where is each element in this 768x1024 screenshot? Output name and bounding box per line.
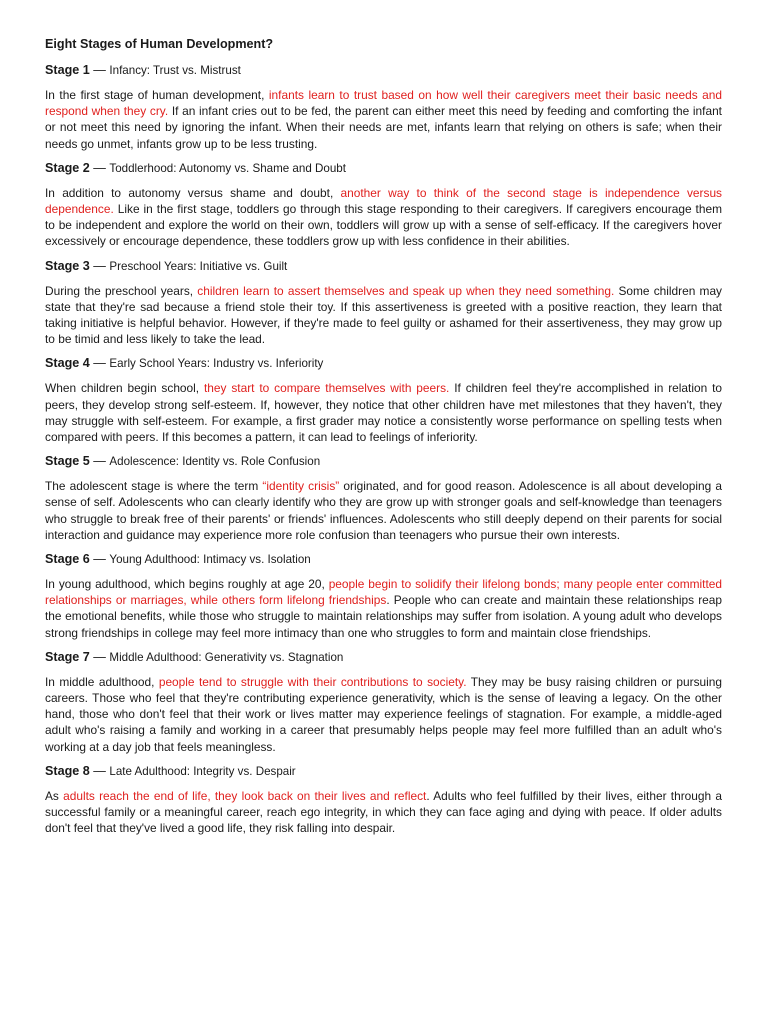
highlighted-text: people begin to solidify their lifelong bonds; many people enter committed relationships or marriages, while others form lifelong friendships — [45, 577, 722, 608]
stage-paragraph — [45, 788, 722, 837]
stage-heading — [45, 258, 722, 275]
stage-dash: — — [89, 258, 110, 273]
stage-heading — [45, 649, 722, 666]
stage-subtitle: Toddlerhood: Autonomy vs. Shame and Doubt — [109, 161, 346, 175]
stage-dash: — — [89, 63, 110, 77]
body-text: In the first stage of human development, — [45, 88, 269, 102]
stage-section — [45, 649, 722, 755]
stage-number: Stage 6 — [45, 552, 90, 567]
stage-subtitle: Middle Adulthood: Generativity vs. Stagnation — [109, 650, 344, 664]
body-text: They may be busy raising children or pursuing careers. Those who feel that they're contributing experience generativity, which is the sense of leaving a legacy. On the other hand, those who don't feel that their work or lives matter may experience feelings of stagnation. For example, a middle-aged adult who's raising a family and working in a career that presumably helps people may feel more fulfilled than an adult who's working at a day job that feels meaningless. — [45, 674, 722, 754]
stage-heading — [45, 763, 722, 780]
body-text: During the preschool years, — [45, 283, 198, 298]
body-text: Like in the first stage, toddlers go through this stage responding to their caregivers. If caregivers encourage them to be independent and explore the world on their own, toddlers will grow up with a sense of self-efficacy. If the caregivers hover excessively or encourage dependence, these toddlers grow up with less confidence in their abilities. — [45, 202, 722, 249]
stage-section — [45, 355, 722, 445]
stage-paragraph — [45, 576, 722, 641]
stage-dash: — — [89, 356, 110, 371]
stage-heading — [45, 453, 722, 470]
stage-paragraph — [45, 185, 722, 250]
stage-section — [45, 160, 722, 250]
body-text: In middle adulthood, — [45, 674, 159, 689]
body-text: As — [45, 788, 64, 803]
stage-number: Stage 3 — [45, 258, 90, 273]
stage-subtitle: Young Adulthood: Intimacy vs. Isolation — [109, 553, 311, 567]
stage-paragraph — [45, 478, 722, 543]
stage-dash: — — [89, 649, 110, 664]
stage-subtitle: Late Adulthood: Integrity vs. Despair — [109, 764, 296, 778]
stage-subtitle: Infancy: Trust vs. Mistrust — [109, 64, 241, 77]
stage-subtitle: Early School Years: Industry vs. Inferiority — [109, 357, 324, 371]
body-text: originated, and for good reason. Adolescence is all about developing a sense of self. Adolescents who can clearly identify who they are grow up with stronger goals and self-knowledge than teenagers who struggle to break free of their parents' or friends' influences. Adolescents who still deeply depend on their parents for social interaction and guidance may experience more role confusion than teenagers who pursue their own interests. — [45, 479, 722, 542]
stage-paragraph — [45, 380, 722, 445]
stage-number: Stage 4 — [45, 356, 90, 371]
stage-number: Stage 2 — [45, 160, 90, 175]
body-text: If an infant cries out to be fed, the parent can either meet this need by feeding and comforting the infant or not meet this need by ignoring the infant. When their needs are met, infants learn that relying on others is safe; when their needs go unmet, infants grow up to be less trusting. — [45, 104, 722, 151]
stage-heading — [45, 355, 722, 372]
highlighted-text: “identity crisis” — [262, 479, 340, 494]
stage-section — [45, 453, 722, 543]
stage-paragraph — [45, 283, 722, 348]
highlighted-text: infants learn to trust based on how well their caregivers meet their basic needs and respond when they cry. — [45, 88, 722, 119]
stage-dash: — — [89, 763, 110, 778]
stage-paragraph — [45, 674, 722, 755]
stage-section — [45, 763, 722, 837]
highlighted-text: adults reach the end of life, they look back on their lives and reflect — [63, 788, 427, 803]
stage-dash: — — [89, 552, 110, 567]
body-text: In addition to autonomy versus shame and doubt, — [45, 185, 341, 200]
body-text: Some children may state that they're sad because a friend stole their toy. If this assertiveness is greeted with a positive reaction, they learn that taking initiative is helpful behavior. However, if they're made to feel guilty or ashamed for their assertiveness, they may grow up to be timid and less likely to take the lead. — [45, 283, 722, 347]
body-text: When children begin school, — [45, 381, 204, 396]
body-text: If children feel they're accomplished in relation to peers, they develop strong self-esteem. If, however, they notice that other children have met milestones that they haven't, they may struggle with self-esteem. For example, a first grader may notice a consistently worse performance on spelling tests when compared with peers. If this becomes a pattern, it can lead to feelings of inferiority. — [45, 381, 722, 445]
highlighted-text: another way to think of the second stage is independence versus dependence. — [45, 185, 722, 217]
stage-dash: — — [89, 454, 110, 469]
stage-heading — [45, 62, 722, 79]
stage-section — [45, 551, 722, 641]
body-text: . People who can create and maintain these relationships reap the emotional benefits, while those who struggle to maintain relationships may suffer from isolation. A young adult who develops strong friendships in college may feel more intimacy than one who struggles to form and maintain close friendships. — [45, 593, 722, 640]
body-text: The adolescent stage is where the term — [45, 479, 263, 494]
highlighted-text: children learn to assert themselves and speak up when they need something. — [197, 283, 615, 298]
stage-heading — [45, 551, 722, 568]
stage-dash: — — [89, 160, 110, 175]
stage-number: Stage 5 — [45, 454, 90, 469]
stage-subtitle: Adolescence: Identity vs. Role Confusion — [109, 455, 321, 469]
stage-paragraph — [45, 87, 722, 152]
body-text: In young adulthood, which begins roughly at age 20, — [45, 577, 329, 592]
document-title: Eight Stages of Human Development? — [45, 37, 274, 51]
stage-subtitle: Preschool Years: Initiative vs. Guilt — [109, 259, 288, 273]
stage-number: Stage 1 — [45, 63, 90, 77]
stages-list — [45, 62, 722, 837]
stage-number: Stage 8 — [45, 763, 90, 778]
highlighted-text: people tend to struggle with their contributions to society. — [158, 674, 467, 689]
stage-heading — [45, 160, 722, 177]
body-text: . Adults who feel fulfilled by their lives, either through a successful family or a meaningful career, reach ego integrity, in which they can face aging and dying with peace. If older adults don't feel that they've lived a good life, they risk falling into despair. — [45, 788, 722, 836]
stage-section — [45, 62, 722, 152]
stage-section — [45, 258, 722, 348]
stage-number: Stage 7 — [45, 649, 90, 664]
highlighted-text: they start to compare themselves with peers. — [203, 381, 450, 396]
